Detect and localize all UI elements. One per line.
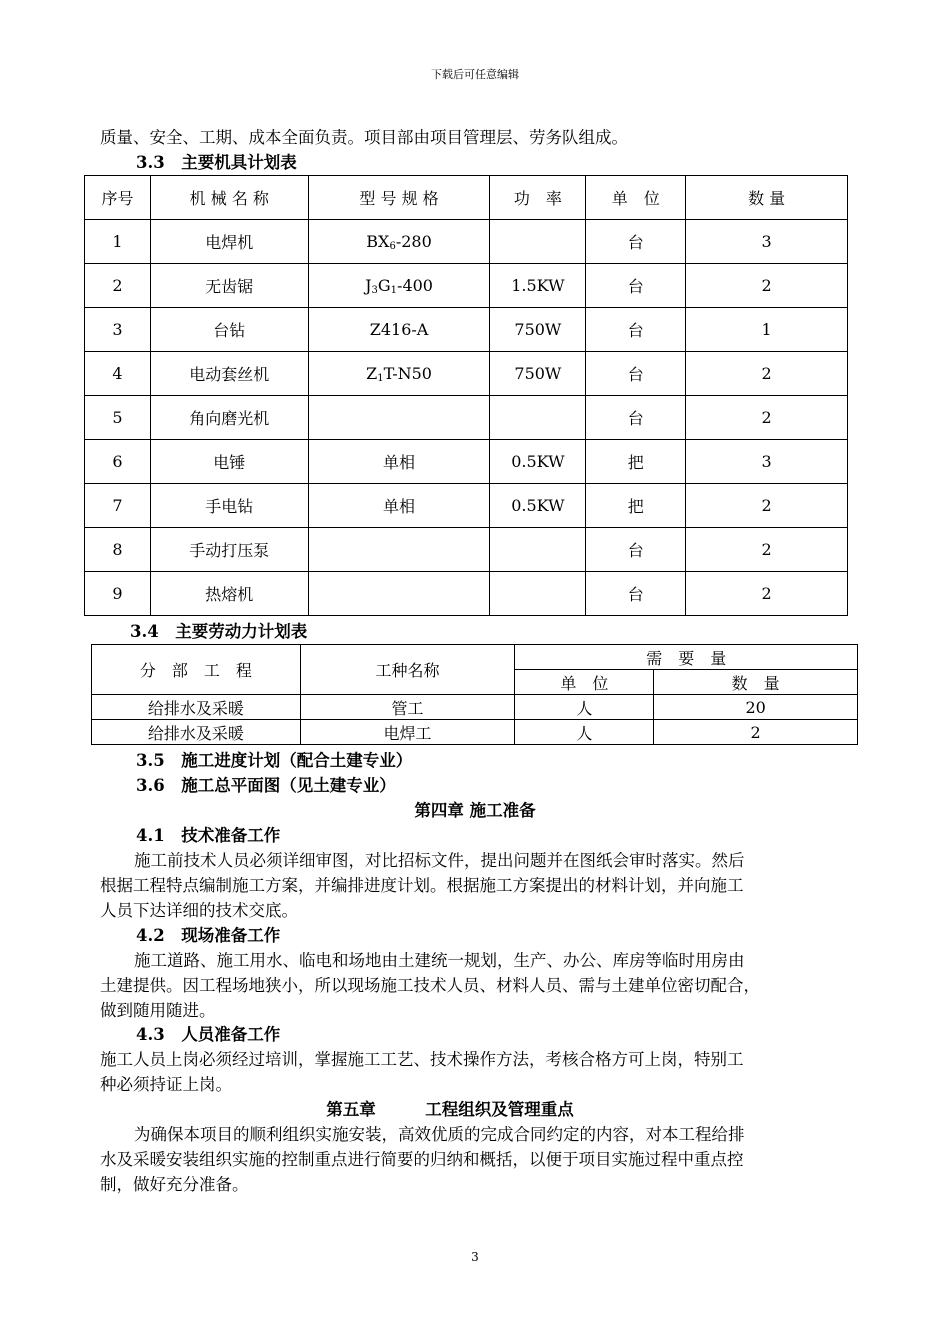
section-4-3-title: 4.3 人员准备工作 bbox=[136, 1025, 281, 1044]
table-row bbox=[85, 528, 848, 572]
cell-trade: 电焊工 bbox=[300, 720, 515, 745]
cell-no: 7 bbox=[85, 484, 151, 528]
cell-model: Z416-A bbox=[308, 308, 490, 352]
cell-unit: 把 bbox=[586, 440, 686, 484]
cell-no: 9 bbox=[85, 572, 151, 616]
para-5-line: 制，做好充分准备。 bbox=[100, 1175, 249, 1194]
col-header-need: 需 要 量 bbox=[515, 645, 858, 670]
cell-qty: 20 bbox=[654, 695, 858, 720]
cell-part: 给排水及采暖 bbox=[92, 720, 301, 745]
chapter-5-title: 第五章 工程组织及管理重点 bbox=[326, 1100, 574, 1119]
model-text: J bbox=[365, 275, 372, 295]
cell-model bbox=[308, 220, 490, 264]
para-5-line: 水及采暖安装组织实施的控制重点进行简要的归纳和概括，以便于项目实施过程中重点控 bbox=[100, 1150, 744, 1169]
cell-no: 1 bbox=[85, 220, 151, 264]
table-row bbox=[85, 220, 848, 264]
cell-unit: 台 bbox=[586, 528, 686, 572]
cell-name: 电锤 bbox=[150, 440, 308, 484]
cell-qty: 2 bbox=[686, 528, 848, 572]
para-4-3-line: 施工人员上岗必须经过培训，掌握施工工艺、技术操作方法，考核合格方可上岗，特别工 bbox=[100, 1050, 744, 1069]
cell-unit: 把 bbox=[586, 484, 686, 528]
col-header-unit: 单 位 bbox=[515, 670, 654, 695]
labor-table bbox=[91, 644, 858, 745]
cell-unit: 台 bbox=[586, 308, 686, 352]
col-header-qty: 数 量 bbox=[686, 176, 848, 220]
cell-unit: 台 bbox=[586, 264, 686, 308]
col-header-trade: 工种名称 bbox=[300, 645, 515, 695]
table-row bbox=[85, 484, 848, 528]
model-text: -400 bbox=[397, 275, 433, 295]
col-header-power: 功 率 bbox=[490, 176, 586, 220]
col-header-no: 序号 bbox=[85, 176, 151, 220]
cell-name: 电动套丝机 bbox=[150, 352, 308, 396]
model-subscript: 3 bbox=[371, 284, 378, 296]
para-4-1-line: 施工前技术人员必须详细审图，对比招标文件，提出问题并在图纸会审时落实。然后 bbox=[134, 851, 745, 870]
para-4-3-line: 种必须持证上岗。 bbox=[100, 1075, 232, 1094]
model-subscript: 6 bbox=[389, 240, 396, 252]
cell-power bbox=[490, 528, 586, 572]
page-number: 3 bbox=[471, 1250, 479, 1264]
cell-name: 无齿锯 bbox=[150, 264, 308, 308]
cell-model: 单相 bbox=[308, 484, 490, 528]
cell-power: 0.5KW bbox=[490, 484, 586, 528]
cell-unit: 台 bbox=[586, 396, 686, 440]
cell-model bbox=[308, 528, 490, 572]
section-4-2-title: 4.2 现场准备工作 bbox=[136, 926, 281, 945]
cell-no: 3 bbox=[85, 308, 151, 352]
table-row bbox=[85, 396, 848, 440]
section-3-4-title: 3.4 主要劳动力计划表 bbox=[130, 622, 308, 641]
para-4-2-line: 土建提供。因工程场地狭小，所以现场施工技术人员、材料人员、需与土建单位密切配合， bbox=[100, 976, 760, 995]
cell-qty: 2 bbox=[686, 572, 848, 616]
cell-qty: 3 bbox=[686, 440, 848, 484]
cell-model: 单相 bbox=[308, 440, 490, 484]
cell-no: 4 bbox=[85, 352, 151, 396]
cell-name: 热熔机 bbox=[150, 572, 308, 616]
cell-trade: 管工 bbox=[300, 695, 515, 720]
cell-power: 0.5KW bbox=[490, 440, 586, 484]
cell-unit: 人 bbox=[515, 720, 654, 745]
model-text: -280 bbox=[395, 231, 432, 251]
model-text: BX bbox=[366, 231, 390, 251]
model-subscript: 1 bbox=[377, 372, 384, 384]
cell-power: 750W bbox=[490, 308, 586, 352]
cell-name: 台钻 bbox=[150, 308, 308, 352]
col-header-name: 机 械 名 称 bbox=[150, 176, 308, 220]
section-3-6-title: 3.6 施工总平面图（见土建专业） bbox=[136, 776, 396, 795]
section-3-3-title: 3.3 主要机具计划表 bbox=[136, 153, 297, 172]
cell-name: 角向磨光机 bbox=[150, 396, 308, 440]
table-row bbox=[85, 264, 848, 308]
table-row bbox=[92, 720, 858, 745]
cell-qty: 3 bbox=[686, 220, 848, 264]
model-text: T-N50 bbox=[383, 363, 432, 383]
cell-power bbox=[490, 572, 586, 616]
machine-table-header-row bbox=[85, 176, 848, 220]
para-4-1-line: 人员下达详细的技术交底。 bbox=[100, 901, 298, 920]
cell-power bbox=[490, 220, 586, 264]
cell-qty: 2 bbox=[686, 264, 848, 308]
labor-header-row bbox=[92, 645, 858, 670]
col-header-qty: 数 量 bbox=[654, 670, 858, 695]
cell-power: 1.5KW bbox=[490, 264, 586, 308]
section-3-5-title: 3.5 施工进度计划（配合土建专业） bbox=[136, 751, 413, 770]
table-row bbox=[85, 352, 848, 396]
cell-unit: 人 bbox=[515, 695, 654, 720]
cell-no: 5 bbox=[85, 396, 151, 440]
cell-unit: 台 bbox=[586, 572, 686, 616]
cell-no: 6 bbox=[85, 440, 151, 484]
cell-name: 电焊机 bbox=[150, 220, 308, 264]
section-4-1-title: 4.1 技术准备工作 bbox=[136, 826, 281, 845]
col-header-model: 型 号 规 格 bbox=[308, 176, 490, 220]
cell-qty: 2 bbox=[686, 352, 848, 396]
intro-line: 质量、安全、工期、成本全面负责。项目部由项目管理层、劳务队组成。 bbox=[100, 128, 628, 147]
model-text: Z bbox=[366, 363, 378, 383]
col-header-unit: 单 位 bbox=[586, 176, 686, 220]
table-row bbox=[85, 308, 848, 352]
cell-model bbox=[308, 352, 490, 396]
machine-table bbox=[84, 175, 848, 616]
para-4-2-line: 施工道路、施工用水、临电和场地由土建统一规划，生产、办公、库房等临时用房由 bbox=[134, 951, 745, 970]
table-row bbox=[92, 695, 858, 720]
cell-name: 手动打压泵 bbox=[150, 528, 308, 572]
cell-model bbox=[308, 396, 490, 440]
cell-model bbox=[308, 264, 490, 308]
cell-power bbox=[490, 396, 586, 440]
para-5-line: 为确保本项目的顺利组织实施安装，高效优质的完成合同约定的内容，对本工程给排 bbox=[134, 1125, 745, 1144]
cell-unit: 台 bbox=[586, 352, 686, 396]
cell-part: 给排水及采暖 bbox=[92, 695, 301, 720]
cell-name: 手电钻 bbox=[150, 484, 308, 528]
cell-qty: 2 bbox=[686, 396, 848, 440]
cell-qty: 1 bbox=[686, 308, 848, 352]
cell-no: 2 bbox=[85, 264, 151, 308]
cell-model bbox=[308, 572, 490, 616]
table-row bbox=[85, 572, 848, 616]
cell-qty: 2 bbox=[686, 484, 848, 528]
chapter-4-title: 第四章 施工准备 bbox=[414, 801, 536, 820]
para-4-1-line: 根据工程特点编制施工方案，并编排进度计划。根据施工方案提出的材料计划，并向施工 bbox=[100, 876, 744, 895]
table-row bbox=[85, 440, 848, 484]
model-text: G bbox=[377, 275, 391, 295]
page-header: 下载后可任意编辑 bbox=[431, 68, 519, 81]
cell-no: 8 bbox=[85, 528, 151, 572]
cell-unit: 台 bbox=[586, 220, 686, 264]
cell-qty: 2 bbox=[654, 720, 858, 745]
model-subscript: 1 bbox=[390, 284, 398, 296]
cell-power: 750W bbox=[490, 352, 586, 396]
para-4-2-line: 做到随用随进。 bbox=[100, 1001, 216, 1020]
col-header-part: 分 部 工 程 bbox=[92, 645, 301, 695]
